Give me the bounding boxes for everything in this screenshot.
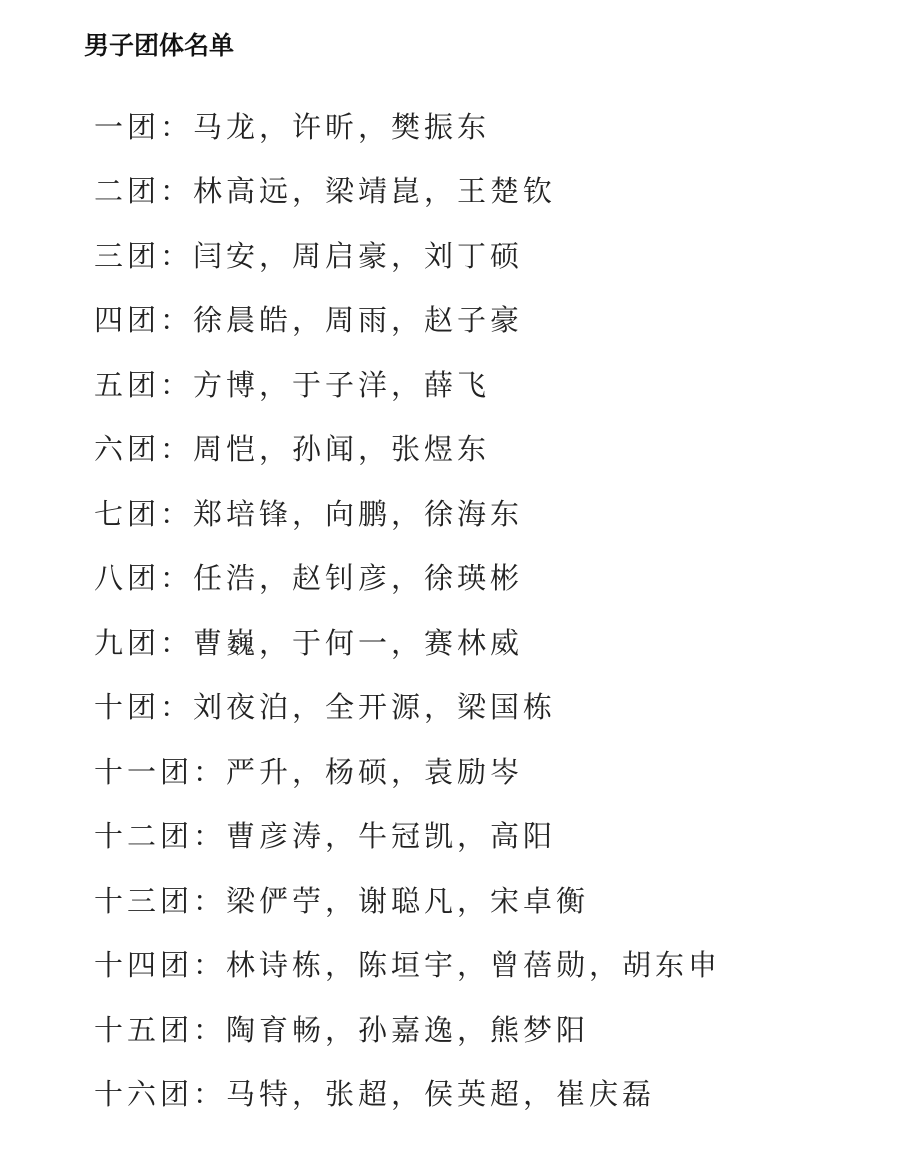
team-members: 林高远，梁靖崑，王楚钦 <box>193 174 557 209</box>
team-members: 曹彦涛，牛冠凯，高阳 <box>226 819 557 854</box>
team-label: 八团 <box>94 561 161 596</box>
label-separator: ： <box>160 238 194 273</box>
team-members: 郑培锋，向鹏，徐海东 <box>193 496 524 531</box>
team-label: 二团 <box>94 174 161 209</box>
team-members: 任浩，赵钊彦，徐瑛彬 <box>193 561 524 596</box>
label-separator: ： <box>160 174 194 209</box>
team-row-10 <box>94 674 721 739</box>
team-members: 梁俨苧，谢聪凡，宋卓衡 <box>226 883 590 918</box>
team-members: 陶育畅，孙嘉逸，熊梦阳 <box>226 1012 590 1047</box>
team-row-15 <box>94 996 721 1061</box>
label-separator: ： <box>160 109 194 144</box>
label-separator: ： <box>160 496 194 531</box>
team-members: 刘夜泊，全开源，梁国栋 <box>193 690 557 725</box>
label-separator: ： <box>193 883 227 918</box>
label-separator: ： <box>193 948 227 983</box>
label-separator: ： <box>160 561 194 596</box>
label-separator: ： <box>160 303 194 338</box>
team-row-3 <box>94 222 721 287</box>
team-members: 徐晨皓，周雨，赵子豪 <box>193 303 524 338</box>
team-row-13 <box>94 867 721 932</box>
team-label: 十五团 <box>94 1012 194 1047</box>
label-separator: ： <box>193 754 227 789</box>
team-row-7 <box>94 480 721 545</box>
team-members: 周恺，孙闻，张煜东 <box>193 432 491 467</box>
team-members: 马特，张超，侯英超，崔庆磊 <box>226 1077 656 1112</box>
team-row-12 <box>94 803 721 868</box>
team-members: 闫安，周启豪，刘丁硕 <box>193 238 524 273</box>
document-title: 男子团体名单 <box>84 31 235 60</box>
label-separator: ： <box>193 1012 227 1047</box>
team-members: 严升，杨硕，袁励岑 <box>226 754 524 789</box>
team-row-5 <box>94 351 721 416</box>
team-label: 十六团 <box>94 1077 194 1112</box>
team-members: 林诗栋，陈垣宇，曾蓓勋，胡东申 <box>226 948 722 983</box>
team-row-9 <box>94 609 721 674</box>
team-row-1 <box>94 93 721 158</box>
team-label: 十二团 <box>94 819 194 854</box>
team-members: 方博，于子洋，薛飞 <box>193 367 491 402</box>
team-label: 一团 <box>94 109 161 144</box>
label-separator: ： <box>160 625 194 660</box>
team-label: 十团 <box>94 690 161 725</box>
label-separator: ： <box>160 432 194 467</box>
team-row-2 <box>94 158 721 223</box>
team-row-14 <box>94 932 721 997</box>
label-separator: ： <box>193 819 227 854</box>
team-label: 七团 <box>94 496 161 531</box>
team-label: 五团 <box>94 367 161 402</box>
team-row-4 <box>94 287 721 352</box>
team-label: 九团 <box>94 625 161 660</box>
team-label: 六团 <box>94 432 161 467</box>
team-row-16 <box>94 1061 721 1126</box>
team-label: 十四团 <box>94 948 194 983</box>
label-separator: ： <box>160 690 194 725</box>
team-row-11 <box>94 738 721 803</box>
team-label: 十一团 <box>94 754 194 789</box>
team-members: 马龙，许昕，樊振东 <box>193 109 491 144</box>
team-label: 十三团 <box>94 883 194 918</box>
team-label: 四团 <box>94 303 161 338</box>
team-label: 三团 <box>94 238 161 273</box>
team-roster-list <box>94 93 721 1125</box>
team-members: 曹巍，于何一，赛林威 <box>193 625 524 660</box>
team-row-8 <box>94 545 721 610</box>
label-separator: ： <box>193 1077 227 1112</box>
label-separator: ： <box>160 367 194 402</box>
team-row-6 <box>94 416 721 481</box>
